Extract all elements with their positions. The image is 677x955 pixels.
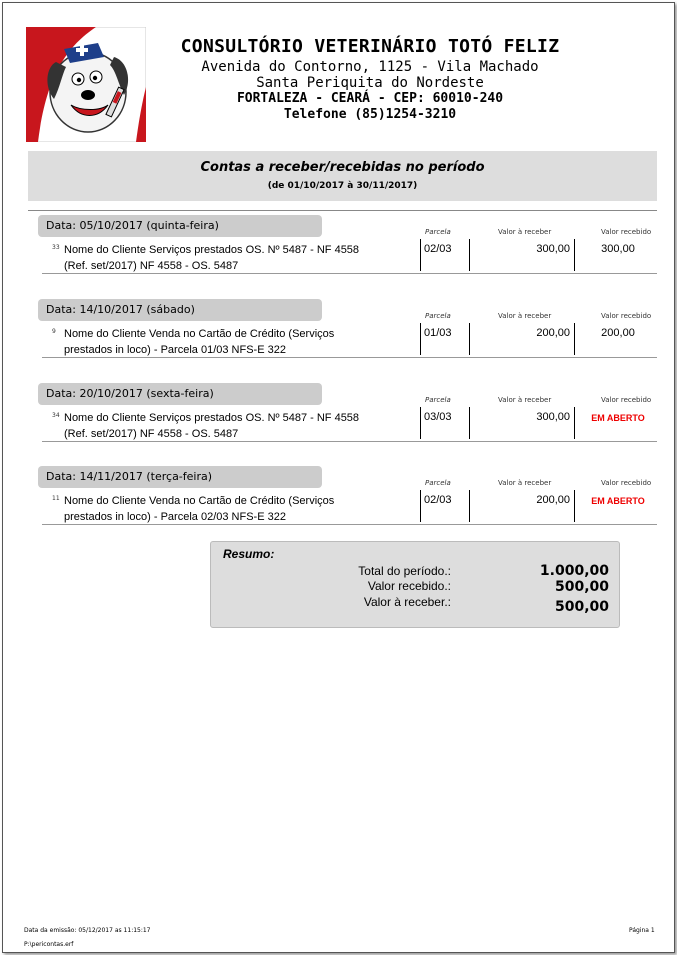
entry-group — [38, 215, 657, 285]
company-header — [160, 36, 580, 122]
company-address: Avenida do Contorno, 1125 - Vila Machado — [201, 59, 539, 75]
col-head-parcela: Parcela — [425, 312, 451, 320]
entry-valor-recebido: 200,00 — [601, 327, 635, 339]
clinic-logo — [26, 27, 146, 142]
column-divider — [574, 323, 575, 355]
summary-received-label: Valor recebido.: — [367, 579, 451, 593]
summary-pending-value: 500,00 — [554, 599, 609, 615]
entry-number: 9 — [52, 328, 56, 335]
column-divider — [574, 407, 575, 439]
company-city: FORTALEZA - CEARÁ - CEP: 60010-240 — [236, 91, 504, 106]
col-head-recebido: Valor recebido — [601, 396, 652, 404]
column-divider — [420, 239, 421, 271]
summary-box — [210, 541, 620, 628]
col-head-receber: Valor à receber — [498, 312, 552, 320]
entry-description: Nome do Cliente Venda no Cartão de Crédito (Serviços prestados in loco) - Parcela 01/03 NFS-E 322 — [64, 328, 335, 356]
entry-description: Nome do Cliente Serviços prestados OS. Nº 5487 - NF 4558 (Ref. set/2017) NF 4558 - OS. 5487 — [64, 244, 360, 272]
entry-parcela: 01/03 — [424, 327, 452, 339]
summary-title: Resumo: — [223, 547, 275, 561]
page-number: Página 1 — [629, 927, 655, 934]
column-divider — [420, 323, 421, 355]
entry-date: Data: 05/10/2017 (quinta-feira) — [38, 215, 322, 237]
entry-date: Data: 14/10/2017 (sábado) — [38, 299, 322, 321]
entry-status-open: EM ABERTO — [591, 413, 645, 423]
col-head-parcela: Parcela — [425, 479, 451, 487]
summary-total-value: 1.000,00 — [539, 563, 609, 579]
col-head-recebido: Valor recebido — [601, 312, 652, 320]
summary-received-value: 500,00 — [554, 579, 609, 595]
entry-group — [38, 466, 657, 536]
report-title-band — [28, 151, 657, 201]
entry-description: Nome do Cliente Serviços prestados OS. Nº 5487 - NF 4558 (Ref. set/2017) NF 4558 - OS. 5487 — [64, 412, 360, 440]
entry-date: Data: 20/10/2017 (sexta-feira) — [38, 383, 322, 405]
col-head-receber: Valor à receber — [498, 228, 552, 236]
report-period: (de 01/10/2017 à 30/11/2017) — [267, 181, 418, 191]
entry-group — [38, 299, 657, 369]
report-file-path: P:\pericontas.erf — [24, 941, 74, 948]
entry-status-open: EM ABERTO — [591, 496, 645, 506]
summary-pending-label: Valor à receber.: — [363, 595, 451, 609]
column-divider — [574, 490, 575, 522]
entry-parcela: 02/03 — [424, 494, 452, 506]
col-head-receber: Valor à receber — [498, 396, 552, 404]
column-divider — [420, 407, 421, 439]
column-divider — [420, 490, 421, 522]
report-title: Contas a receber/recebidas no período — [200, 160, 485, 175]
col-head-parcela: Parcela — [425, 228, 451, 236]
divider — [28, 210, 657, 211]
entry-number: 34 — [52, 412, 60, 419]
entry-valor-recebido: 300,00 — [601, 243, 635, 255]
entry-parcela: 03/03 — [424, 411, 452, 423]
entry-description: Nome do Cliente Venda no Cartão de Crédito (Serviços prestados in loco) - Parcela 02/03 NFS-E 322 — [64, 495, 335, 523]
column-divider — [469, 239, 470, 271]
column-divider — [469, 490, 470, 522]
column-divider — [469, 323, 470, 355]
entry-number: 33 — [52, 244, 60, 251]
column-divider — [574, 239, 575, 271]
company-phone: Telefone (85)1254-3210 — [283, 107, 457, 122]
col-head-parcela: Parcela — [425, 396, 451, 404]
entry-valor-receber: 200,00 — [536, 494, 570, 506]
divider — [42, 441, 657, 442]
col-head-recebido: Valor recebido — [601, 479, 652, 487]
column-divider — [469, 407, 470, 439]
divider — [42, 273, 657, 274]
col-head-recebido: Valor recebido — [601, 228, 652, 236]
entry-group — [38, 383, 657, 453]
entry-number: 11 — [52, 495, 60, 502]
summary-total-label: Total do período.: — [358, 564, 451, 578]
entry-parcela: 02/03 — [424, 243, 452, 255]
entry-valor-receber: 200,00 — [536, 327, 570, 339]
company-district: Santa Periquita do Nordeste — [256, 75, 484, 91]
emission-date: Data da emissão: 05/12/2017 as 11:15:17 — [24, 927, 151, 934]
entry-date: Data: 14/11/2017 (terça-feira) — [38, 466, 322, 488]
company-name: CONSULTÓRIO VETERINÁRIO TOTÓ FELIZ — [180, 36, 560, 57]
entry-valor-receber: 300,00 — [536, 411, 570, 423]
divider — [42, 357, 657, 358]
entry-valor-receber: 300,00 — [536, 243, 570, 255]
col-head-receber: Valor à receber — [498, 479, 552, 487]
divider — [42, 524, 657, 525]
